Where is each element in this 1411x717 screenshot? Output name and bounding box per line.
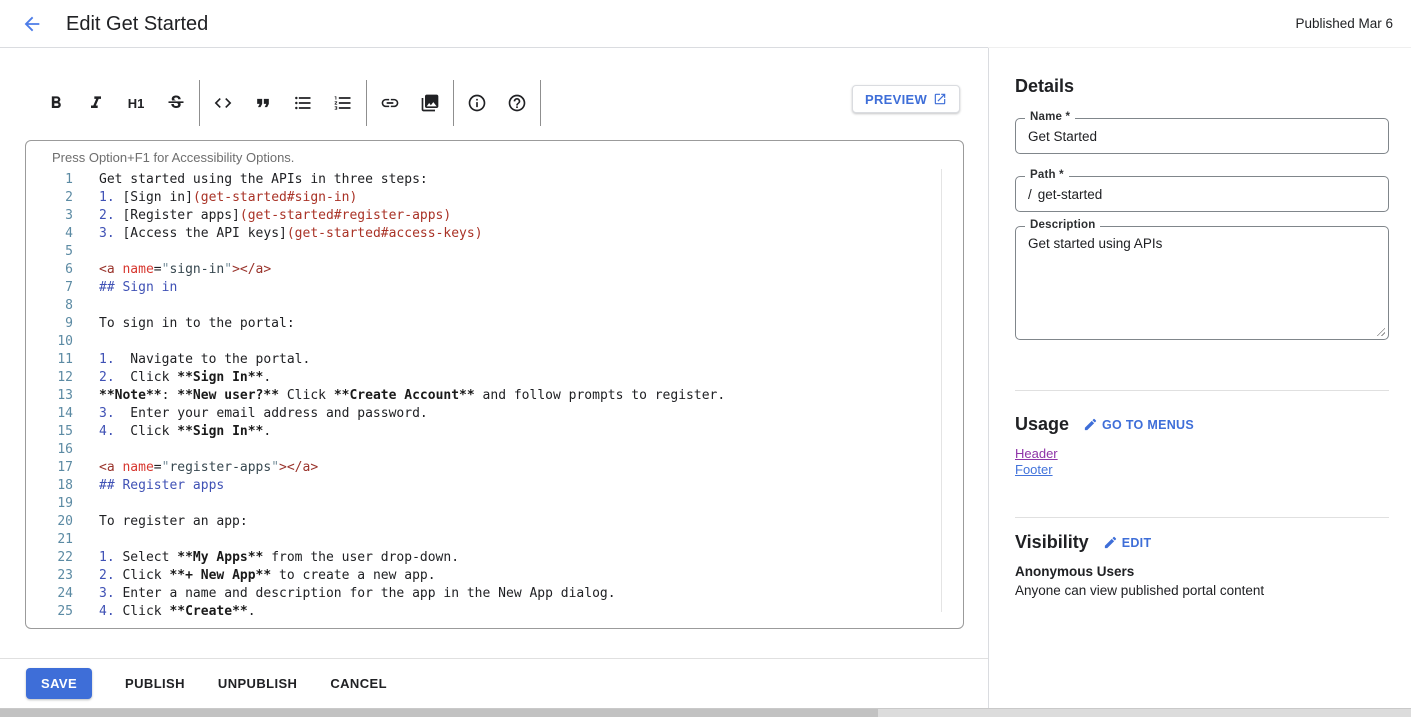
code-line-text	[73, 495, 99, 513]
toolbar-divider	[366, 80, 367, 126]
code-line-text: 1. Select **My Apps** from the user drop-down.	[99, 550, 460, 565]
code-line[interactable]	[26, 603, 963, 621]
image-library-icon	[420, 93, 440, 113]
bold-button[interactable]	[36, 83, 76, 123]
code-line[interactable]	[26, 513, 963, 531]
code-button[interactable]	[203, 83, 243, 123]
code-line[interactable]	[26, 387, 963, 405]
line-number: 21	[57, 532, 73, 547]
format-bold-icon	[46, 93, 66, 113]
code-line[interactable]	[26, 549, 963, 567]
strikethrough-icon	[166, 93, 186, 113]
go-to-menus-button[interactable]	[1083, 417, 1194, 432]
code-line-text: ## Sign in	[99, 280, 178, 295]
line-number: 6	[65, 262, 73, 277]
line-number: 20	[57, 514, 73, 529]
code-line-text: ## Register apps	[99, 478, 225, 493]
edit-pencil-icon	[1083, 417, 1098, 432]
code-line-text: To sign in to the portal:	[99, 316, 295, 331]
code-line-text: <a name="sign-in"></a>	[99, 262, 272, 277]
code-line-text: 4. Click **Sign In**.	[99, 424, 272, 439]
path-label: Path *	[1025, 169, 1069, 181]
code-line-text: 1. [Sign in](get-started#sign-in)	[99, 190, 358, 205]
visibility-description: Anyone can view published portal content	[1015, 583, 1265, 598]
editor-scroll-gutter	[941, 169, 942, 612]
code-line-text: 2. Click **Sign In**.	[99, 370, 272, 385]
line-number: 23	[57, 568, 73, 583]
italic-button[interactable]	[76, 83, 116, 123]
line-number: 3	[65, 208, 73, 223]
bulleted-list-button[interactable]	[283, 83, 323, 123]
published-status: Published Mar 6	[1295, 16, 1393, 31]
visibility-section-header	[1015, 532, 1151, 553]
line-number: 24	[57, 586, 73, 601]
usage-header-link[interactable]: Header	[1015, 446, 1058, 461]
info-icon	[467, 93, 487, 113]
quote-icon	[253, 93, 273, 113]
name-input[interactable]	[1016, 119, 1388, 153]
insert-image-button[interactable]	[410, 83, 450, 123]
description-input[interactable]	[1016, 227, 1388, 339]
description-label: Description	[1025, 219, 1100, 231]
visibility-edit-button[interactable]	[1103, 535, 1152, 550]
line-number: 17	[57, 460, 73, 475]
heading-1-icon: H1	[127, 95, 145, 111]
heading-button[interactable]	[116, 83, 156, 123]
code-line[interactable]	[26, 279, 963, 297]
numbered-list-icon	[333, 93, 353, 113]
code-line-text: 3. Enter a name and description for the app in the New App dialog.	[99, 586, 616, 601]
code-line-text: 2. [Register apps](get-started#register-apps)	[99, 208, 452, 223]
details-heading: Details	[1015, 76, 1075, 96]
line-number: 8	[65, 298, 73, 313]
blockquote-button[interactable]	[243, 83, 283, 123]
code-line-text	[73, 531, 99, 549]
publish-button[interactable]: PUBLISH	[125, 676, 185, 691]
toolbar-divider	[199, 80, 200, 126]
help-icon	[507, 93, 527, 113]
line-number: 25	[57, 604, 73, 619]
code-icon	[213, 93, 233, 113]
code-line-text	[73, 243, 99, 261]
back-button[interactable]	[12, 6, 52, 42]
line-number: 4	[65, 226, 73, 241]
line-number: 19	[57, 496, 73, 511]
code-line[interactable]	[26, 531, 963, 549]
code-line[interactable]	[26, 315, 963, 333]
code-line-text: 1. Navigate to the portal.	[99, 352, 311, 367]
open-in-new-icon	[933, 92, 947, 106]
description-field	[1015, 219, 1389, 340]
code-line[interactable]	[26, 495, 963, 513]
line-number: 22	[57, 550, 73, 565]
page-title: Edit Get Started	[66, 13, 209, 35]
code-line-text: **Note**: **New user?** Click **Create Account** and follow prompts to register.	[99, 388, 726, 403]
visibility-edit-label: EDIT	[1121, 535, 1152, 550]
visibility-audience: Anonymous Users	[1015, 564, 1135, 579]
path-input[interactable]	[1032, 177, 1388, 211]
horizontal-scrollbar[interactable]	[0, 708, 1411, 717]
section-divider	[1015, 390, 1389, 391]
numbered-list-button[interactable]	[323, 83, 363, 123]
code-line[interactable]	[26, 405, 963, 423]
code-line[interactable]	[26, 585, 963, 603]
code-line-text	[73, 297, 99, 315]
toolbar-divider	[540, 80, 541, 126]
code-line-text	[73, 441, 99, 459]
help-button[interactable]	[497, 83, 537, 123]
unpublish-button[interactable]: UNPUBLISH	[217, 676, 298, 691]
usage-section-header	[1015, 414, 1194, 435]
line-number: 2	[65, 190, 73, 205]
preview-label: PREVIEW	[865, 91, 928, 107]
arrow-back-icon	[21, 13, 43, 35]
code-line-text: 2. Click **+ New App** to create a new app.	[99, 568, 436, 583]
code-line[interactable]	[26, 441, 963, 459]
code-line[interactable]	[26, 423, 963, 441]
insert-link-button[interactable]	[370, 83, 410, 123]
code-line[interactable]	[26, 351, 963, 369]
path-field	[1015, 169, 1389, 212]
code-line-text: 4. Click **Create**.	[99, 604, 256, 619]
format-italic-icon	[86, 93, 106, 113]
link-icon	[380, 93, 400, 113]
usage-footer-link[interactable]: Footer	[1015, 462, 1053, 477]
code-line[interactable]	[26, 459, 963, 477]
line-number: 7	[65, 280, 73, 295]
code-lines[interactable]	[26, 171, 963, 628]
code-line[interactable]	[26, 567, 963, 585]
code-line[interactable]	[26, 207, 963, 225]
name-field	[1015, 111, 1389, 154]
markdown-editor[interactable]	[25, 140, 964, 629]
path-prefix: /	[1028, 186, 1032, 202]
code-line-text	[73, 333, 99, 351]
code-line[interactable]	[26, 261, 963, 279]
save-button[interactable]: SAVE	[26, 668, 92, 699]
line-number: 10	[57, 334, 73, 349]
go-to-menus-label: GO TO MENUS	[1102, 417, 1194, 432]
action-bar	[0, 658, 988, 708]
accessibility-hint: Press Option+F1 for Accessibility Options.	[52, 150, 295, 165]
code-line-text: <a name="register-apps"></a>	[99, 460, 319, 475]
code-line[interactable]	[26, 243, 963, 261]
toolbar-divider	[453, 80, 454, 126]
details-panel	[989, 48, 1411, 708]
code-line[interactable]	[26, 225, 963, 243]
code-line-text: 3. [Access the API keys](get-started#access-keys)	[99, 226, 483, 241]
name-label: Name *	[1025, 111, 1075, 123]
usage-heading: Usage	[1015, 414, 1070, 434]
code-line[interactable]	[26, 333, 963, 351]
code-line-text: To register an app:	[99, 514, 248, 529]
strikethrough-button[interactable]	[156, 83, 196, 123]
section-divider	[1015, 517, 1389, 518]
line-number: 14	[57, 406, 73, 421]
preview-button[interactable]	[852, 85, 960, 113]
scrollbar-thumb[interactable]	[0, 709, 878, 717]
line-number: 13	[57, 388, 73, 403]
info-button[interactable]	[457, 83, 497, 123]
line-number: 15	[57, 424, 73, 439]
line-number: 9	[65, 316, 73, 331]
edit-pencil-icon	[1103, 535, 1118, 550]
format-toolbar	[36, 80, 544, 126]
top-header	[0, 0, 1411, 48]
editor-pane	[0, 48, 988, 691]
line-number: 11	[57, 352, 73, 367]
code-line-text: Get started using the APIs in three steps:	[99, 172, 428, 187]
code-line[interactable]	[26, 171, 963, 189]
code-line[interactable]	[26, 189, 963, 207]
line-number: 1	[65, 172, 73, 187]
line-number: 12	[57, 370, 73, 385]
line-number: 16	[57, 442, 73, 457]
cancel-button[interactable]: CANCEL	[330, 676, 387, 691]
line-number: 18	[57, 478, 73, 493]
code-line-text: 3. Enter your email address and password.	[99, 406, 428, 421]
visibility-heading: Visibility	[1015, 532, 1089, 552]
bulleted-list-icon	[293, 93, 313, 113]
code-line[interactable]	[26, 477, 963, 495]
code-line[interactable]	[26, 297, 963, 315]
line-number: 5	[65, 244, 73, 259]
code-line[interactable]	[26, 369, 963, 387]
